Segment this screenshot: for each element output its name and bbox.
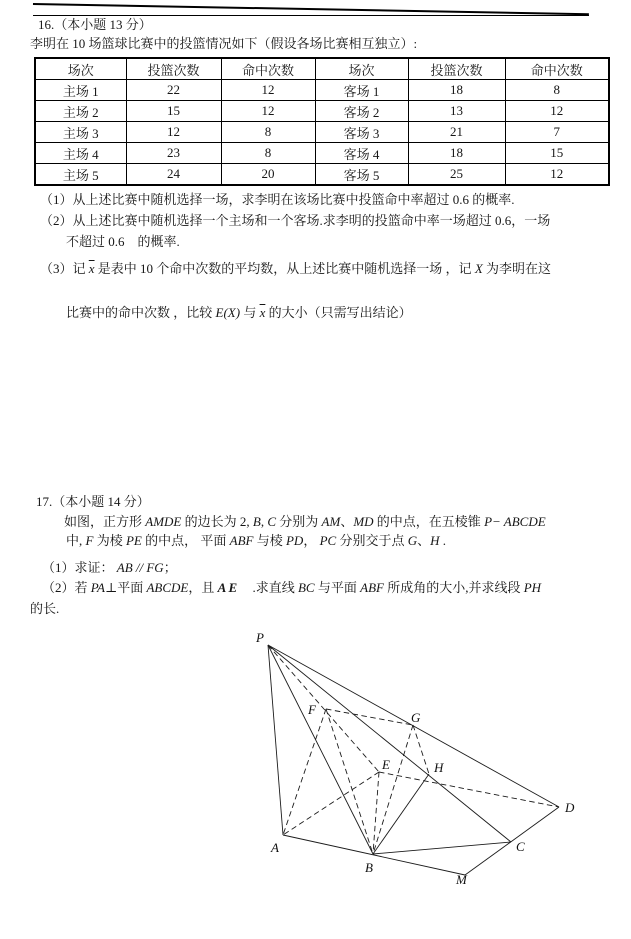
figure-vertex-label-G: G	[411, 710, 421, 725]
text-segment: 与平面	[314, 580, 361, 595]
table-cell: 客场 3	[315, 122, 408, 143]
table-cell: 客场 2	[315, 101, 408, 122]
figure-edge-FB	[326, 709, 373, 854]
text-segment: 是表中 10 个命中次数的平均数，从上述比赛中随机选择一场 ，记	[94, 261, 475, 276]
table-cell: 主场 2	[35, 101, 126, 122]
text-segment: $\overline{x}$	[88, 261, 95, 276]
figure-vertex-label-D: D	[565, 800, 575, 815]
figure-edge-FA	[283, 709, 326, 835]
text-segment: BC	[297, 580, 315, 595]
text-segment: ；	[163, 560, 177, 575]
figure-edge-EB	[373, 772, 379, 854]
figure-vertex-label-E: E	[382, 757, 390, 772]
text-segment: PA	[90, 580, 105, 595]
table-header-cell: 投篮次数	[126, 58, 221, 80]
text-segment: AM	[321, 514, 341, 529]
table-cell: 8	[505, 80, 609, 101]
text-segment: B	[252, 514, 261, 529]
table-cell: 18	[408, 143, 505, 164]
text-segment: .	[439, 533, 447, 548]
table-header-cell: 场次	[315, 58, 408, 80]
table-cell: 客场 4	[315, 143, 408, 164]
text-segment: 与棱	[253, 533, 286, 548]
text-segment: AB // FG	[116, 560, 164, 575]
text-segment: 分别交于点	[336, 533, 408, 548]
figure-edge-EA	[283, 772, 379, 835]
table-cell: 13	[408, 101, 505, 122]
text-segment: H	[430, 533, 440, 548]
text-segment: （2）若	[42, 580, 91, 595]
table-header-cell: 命中次数	[221, 58, 315, 80]
text-segment: 的中点，在五棱锥	[373, 514, 485, 529]
table-cell: 客场 5	[315, 164, 408, 186]
table-cell: 客场 1	[315, 80, 408, 101]
text-segment: 的边长为 2,	[181, 514, 253, 529]
figure-edge-MD	[465, 807, 559, 875]
table-cell: 7	[505, 122, 609, 143]
text-segment: ABCDE	[146, 580, 189, 595]
text-segment: 不超过 0.6 的概率.	[66, 234, 180, 249]
text-segment: 比赛中的命中次数 ，比较	[66, 305, 216, 320]
text-segment: C	[267, 514, 277, 529]
table-cell: 23	[126, 143, 221, 164]
text-segment: 分别为	[276, 514, 322, 529]
figure-edge-PE	[268, 645, 379, 772]
table-header-cell: 命中次数	[505, 58, 609, 80]
text-segment: ⊥平面	[104, 580, 147, 595]
table-cell: 22	[126, 80, 221, 101]
text-segment: 17.（本小题 14 分）	[36, 494, 150, 509]
text-segment: PD	[285, 533, 304, 548]
figure-edge-GB	[373, 725, 413, 854]
text-segment: 与	[240, 305, 260, 320]
text-segment: 16.（本小题 13 分）	[38, 17, 152, 32]
figure-vertex-label-M: M	[456, 872, 467, 887]
text-segment: （1）求证：	[42, 560, 117, 575]
table-cell: 15	[126, 101, 221, 122]
figure-edge-FG	[326, 709, 413, 725]
table-cell: 12	[126, 122, 221, 143]
table-cell: 主场 4	[35, 143, 126, 164]
text-segment: P− ABCDE	[484, 514, 546, 529]
text-segment: E	[228, 580, 237, 595]
text-segment: E(X)	[215, 305, 241, 320]
text-segment: G	[407, 533, 418, 548]
figure-vertex-label-B: B	[365, 860, 373, 875]
figure-edge-AM	[283, 835, 465, 875]
text-segment: 的大小（只需写出结论）	[265, 305, 412, 320]
text-segment: A	[217, 580, 226, 595]
text-segment: PC	[319, 533, 337, 548]
table-cell: 8	[221, 143, 315, 164]
table-cell: 12	[221, 101, 315, 122]
table-cell: 主场 1	[35, 80, 126, 101]
text-segment: PE	[125, 533, 142, 548]
figure-edge-GH	[413, 725, 429, 774]
text-segment: 李明在 10 场篮球比赛中的投篮情况如下（假设各场比赛相互独立）:	[30, 36, 418, 51]
text-segment: 所成角的大小,并求线段	[383, 580, 524, 595]
figure-edge-ED	[379, 772, 559, 807]
table-cell: 12	[221, 80, 315, 101]
table-header-cell: 投篮次数	[408, 58, 505, 80]
figure-edge-BH	[373, 774, 429, 854]
figure-edge-BC	[373, 842, 511, 854]
figure-vertex-label-A: A	[271, 840, 279, 855]
text-segment: X	[474, 261, 483, 276]
table-cell: 24	[126, 164, 221, 186]
text-segment: 、	[340, 514, 354, 529]
table-cell: 8	[221, 122, 315, 143]
text-segment: 中,	[66, 533, 86, 548]
table-cell: 12	[505, 164, 609, 186]
table-cell: 15	[505, 143, 609, 164]
text-segment: ABF	[360, 580, 384, 595]
text-segment: 为棱	[93, 533, 126, 548]
text-segment: MD	[353, 514, 374, 529]
text-segment: $\overline{x}$	[259, 305, 266, 320]
figure-vertex-label-F: F	[308, 702, 316, 717]
table-cell: 主场 5	[35, 164, 126, 186]
text-segment: （2）从上述比赛中随机选择一个主场和一个客场.求李明的投篮命中率一场超过 0.6，一场	[40, 213, 551, 228]
text-segment: （3）记	[40, 261, 89, 276]
table-cell: 20	[221, 164, 315, 186]
figure-edge-PB	[268, 645, 373, 854]
text-segment: 如图，正方形	[64, 514, 146, 529]
figure-vertex-label-C: C	[516, 839, 525, 854]
table-cell: 12	[505, 101, 609, 122]
table-header-cell: 场次	[35, 58, 126, 80]
text-segment: 、	[417, 533, 431, 548]
table-cell: 25	[408, 164, 505, 186]
text-segment: ，且	[188, 580, 218, 595]
text-segment: 的长.	[30, 601, 60, 616]
figure-vertex-label-P: P	[256, 630, 264, 645]
text-segment: ，	[303, 533, 320, 548]
text-segment: （1）从上述比赛中随机选择一场，求李明在该场比赛中投篮命中率超过 0.6 的概率.	[40, 192, 515, 207]
text-segment: ABF	[229, 533, 254, 548]
text-segment: F	[85, 533, 94, 548]
table-cell: 21	[408, 122, 505, 143]
text-segment: ,	[260, 514, 268, 529]
text-segment: .求直线	[236, 580, 298, 595]
text-segment: 为李明在这	[482, 261, 552, 276]
table-cell: 主场 3	[35, 122, 126, 143]
figure-edge-PC	[268, 645, 511, 842]
text-segment: 的中点， 平面	[141, 533, 230, 548]
text-segment: PH	[523, 580, 542, 595]
figure-vertex-label-H: H	[434, 760, 444, 775]
figure-edge-PA	[268, 645, 283, 835]
table-cell: 18	[408, 80, 505, 101]
text-segment: AMDE	[145, 514, 182, 529]
